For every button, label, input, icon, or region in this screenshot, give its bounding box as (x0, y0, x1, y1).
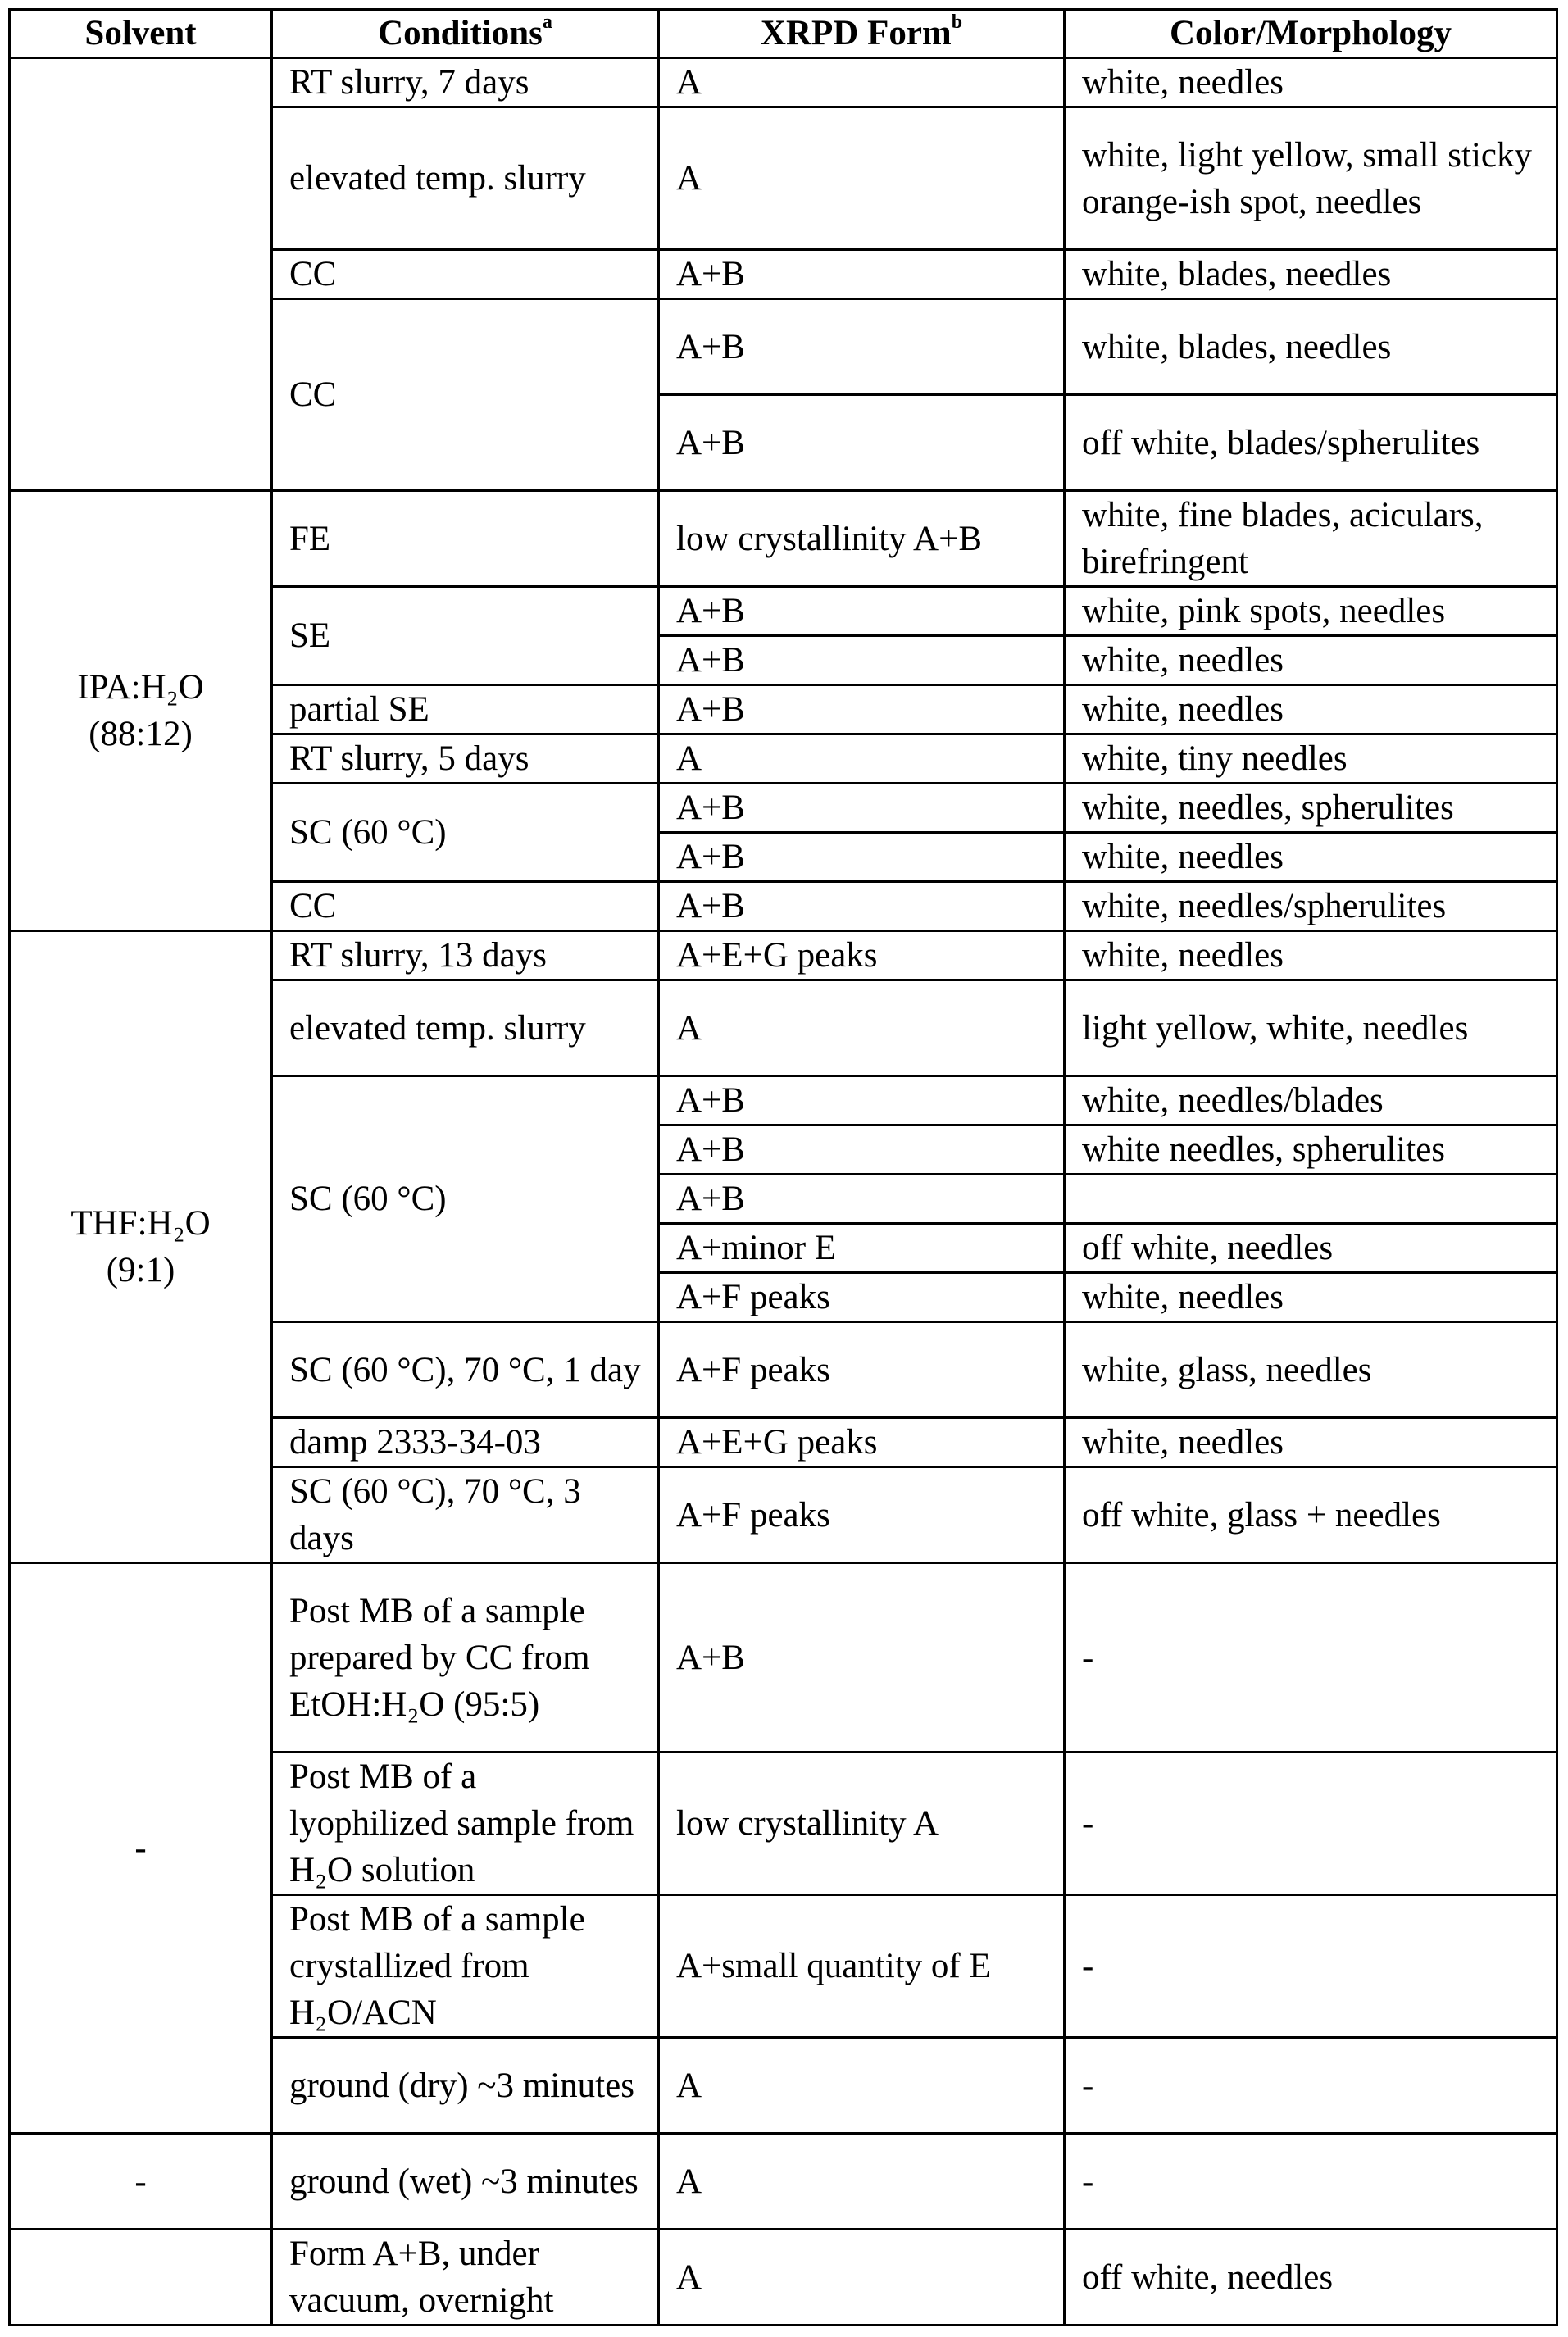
color-morphology-cell: white needles, spherulites (1065, 1125, 1557, 1175)
header-xrpd-label: XRPD Form (760, 14, 952, 52)
xrpd-form-cell: A+small quantity of E (659, 1895, 1065, 2038)
xrpd-form-cell: A (659, 2134, 1065, 2230)
xrpd-form-cell: A+B (659, 250, 1065, 299)
conditions-cell: SE (272, 587, 659, 685)
xrpd-form-cell: A+B (659, 685, 1065, 734)
table-row (10, 2134, 1557, 2230)
conditions-cell: damp 2333-34-03 (272, 1418, 659, 1467)
table-row (10, 931, 1557, 980)
conditions-cell: FE (272, 491, 659, 587)
conditions-cell: Post MB of a sample crystallized from H₂O/ACN (272, 1895, 659, 2038)
xrpd-form-cell: A (659, 58, 1065, 107)
color-morphology-cell: - (1065, 2038, 1557, 2134)
footnote-marker-b: b (951, 11, 963, 33)
conditions-cell: SC (60 °C), 70 °C, 1 day (272, 1322, 659, 1418)
color-morphology-cell: white, tiny needles (1065, 734, 1557, 784)
header-color-morphology (1065, 10, 1557, 58)
conditions-cell: RT slurry, 13 days (272, 931, 659, 980)
xrpd-form-cell: A+B (659, 882, 1065, 931)
color-morphology-cell: white, light yellow, small sticky orange-ish spot, needles (1065, 107, 1557, 250)
xrpd-form-cell: A+minor E (659, 1224, 1065, 1273)
table-row (10, 1563, 1557, 1753)
header-row (10, 10, 1557, 58)
solvent-line-1: IPA:H₂O (77, 668, 204, 707)
color-morphology-cell: white, needles (1065, 1273, 1557, 1322)
solvent-line-1: THF:H₂O (70, 1204, 211, 1243)
xrpd-form-cell: A+B (659, 587, 1065, 636)
xrpd-form-cell: A+B (659, 395, 1065, 491)
color-morphology-cell: white, blades, needles (1065, 299, 1557, 395)
color-morphology-cell: off white, glass + needles (1065, 1467, 1557, 1563)
color-morphology-cell: white, needles/spherulites (1065, 882, 1557, 931)
color-morphology-cell: - (1065, 1895, 1557, 2038)
conditions-cell: elevated temp. slurry (272, 107, 659, 250)
conditions-cell: Post MB of a sample prepared by CC from EtOH:H₂O (95:5) (272, 1563, 659, 1753)
solvent-line-2: (9:1) (106, 1251, 175, 1289)
conditions-cell: ground (dry) ~3 minutes (272, 2038, 659, 2134)
conditions-cell: RT slurry, 7 days (272, 58, 659, 107)
footnote-marker-a: a (542, 11, 552, 33)
solvent-cell (10, 491, 272, 931)
color-morphology-cell: white, needles (1065, 636, 1557, 685)
xrpd-form-cell: A+B (659, 1125, 1065, 1175)
color-morphology-cell: white, needles (1065, 833, 1557, 882)
header-xrpd-form (659, 10, 1065, 58)
color-morphology-cell: - (1065, 2134, 1557, 2230)
color-morphology-cell: white, blades, needles (1065, 250, 1557, 299)
solvent-cell: - (10, 1563, 272, 2134)
header-conditions (272, 10, 659, 58)
xrpd-form-cell: A+B (659, 1175, 1065, 1224)
conditions-cell: RT slurry, 5 days (272, 734, 659, 784)
color-morphology-cell: white, needles (1065, 58, 1557, 107)
solvent-cell: - (10, 2134, 272, 2230)
table-row (10, 2230, 1557, 2326)
color-morphology-cell: white, needles (1065, 685, 1557, 734)
xrpd-form-cell: A+F peaks (659, 1273, 1065, 1322)
solvent-line-2: (88:12) (89, 715, 193, 753)
conditions-cell: CC (272, 882, 659, 931)
table-row (10, 491, 1557, 587)
xrpd-form-cell: A+F peaks (659, 1322, 1065, 1418)
xrpd-form-cell: A+F peaks (659, 1467, 1065, 1563)
conditions-cell: ground (wet) ~3 minutes (272, 2134, 659, 2230)
xrpd-form-cell: low crystallinity A+B (659, 491, 1065, 587)
data-table (8, 8, 1558, 2326)
xrpd-form-cell: A+B (659, 833, 1065, 882)
xrpd-form-cell: A+B (659, 299, 1065, 395)
table-row (10, 58, 1557, 107)
conditions-cell: SC (60 °C), 70 °C, 3 days (272, 1467, 659, 1563)
conditions-cell: SC (60 °C) (272, 1076, 659, 1322)
conditions-cell: Form A+B, under vacuum, overnight (272, 2230, 659, 2326)
color-morphology-cell: light yellow, white, needles (1065, 980, 1557, 1076)
xrpd-form-cell: A+E+G peaks (659, 931, 1065, 980)
conditions-cell: Post MB of a lyophilized sample from H₂O solution (272, 1753, 659, 1895)
solvent-cell-empty (10, 2230, 272, 2326)
solvent-cell (10, 931, 272, 1563)
color-morphology-cell: white, needles/blades (1065, 1076, 1557, 1125)
header-solvent-label: Solvent (84, 14, 197, 52)
color-morphology-cell: white, needles (1065, 931, 1557, 980)
color-morphology-cell: off white, blades/spherulites (1065, 395, 1557, 491)
color-morphology-cell: - (1065, 1753, 1557, 1895)
color-morphology-cell: white, glass, needles (1065, 1322, 1557, 1418)
header-solvent (10, 10, 272, 58)
header-conditions-label: Conditions (378, 14, 543, 52)
xrpd-form-cell: A+B (659, 1563, 1065, 1753)
xrpd-form-cell: A+B (659, 784, 1065, 833)
header-color-label: Color/Morphology (1170, 14, 1452, 52)
xrpd-form-cell: A+E+G peaks (659, 1418, 1065, 1467)
solvent-cell (10, 58, 272, 491)
conditions-cell: partial SE (272, 685, 659, 734)
conditions-cell: CC (272, 250, 659, 299)
color-morphology-cell: white, needles, spherulites (1065, 784, 1557, 833)
color-morphology-cell: off white, needles (1065, 2230, 1557, 2326)
xrpd-form-cell: A (659, 2038, 1065, 2134)
conditions-cell: SC (60 °C) (272, 784, 659, 882)
xrpd-form-cell: A+B (659, 1076, 1065, 1125)
xrpd-form-cell: A+B (659, 636, 1065, 685)
color-morphology-cell: off white, needles (1065, 1224, 1557, 1273)
color-morphology-cell: white, needles (1065, 1418, 1557, 1467)
color-morphology-cell (1065, 1175, 1557, 1224)
color-morphology-cell: white, pink spots, needles (1065, 587, 1557, 636)
xrpd-form-cell: A (659, 980, 1065, 1076)
xrpd-form-cell: A (659, 2230, 1065, 2326)
xrpd-form-cell: A (659, 107, 1065, 250)
conditions-cell: elevated temp. slurry (272, 980, 659, 1076)
xrpd-form-cell: low crystallinity A (659, 1753, 1065, 1895)
color-morphology-cell: - (1065, 1563, 1557, 1753)
conditions-cell: CC (272, 299, 659, 491)
xrpd-form-cell: A (659, 734, 1065, 784)
color-morphology-cell: white, fine blades, aciculars, birefringent (1065, 491, 1557, 587)
